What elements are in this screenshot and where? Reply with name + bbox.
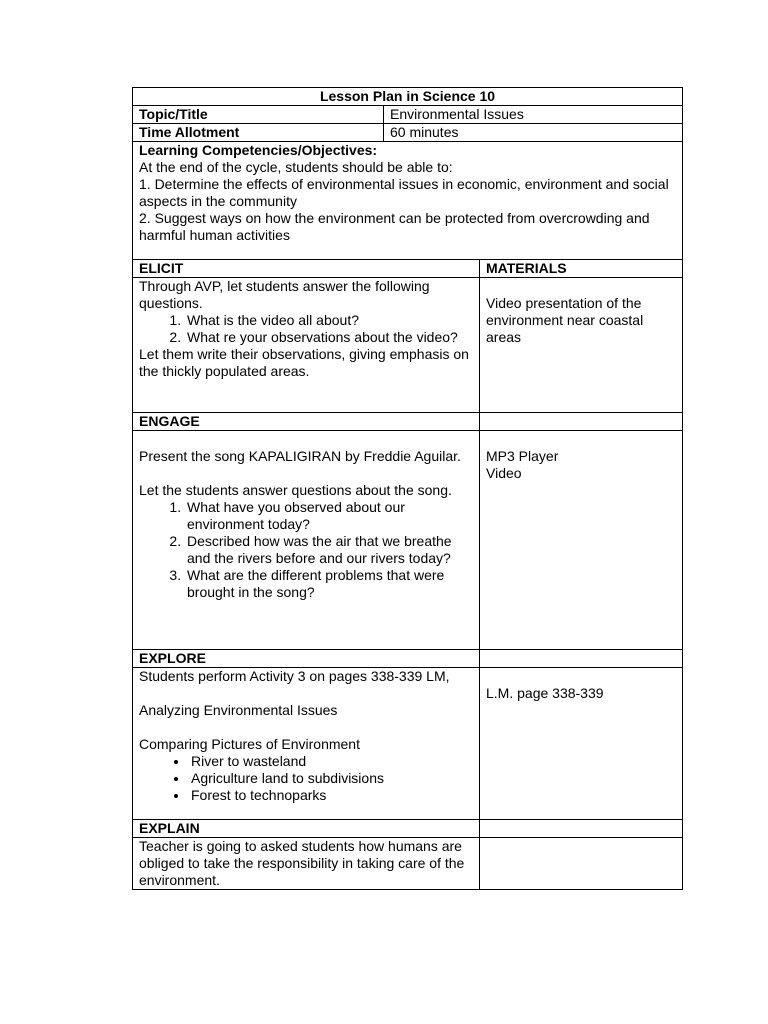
- elicit-body-row: [133, 278, 683, 413]
- time-label: Time Allotment: [133, 124, 384, 142]
- objective-item: 1. Determine the effects of environmental issues in economic, environment and social aspects in the community: [139, 176, 669, 209]
- engage-material-item: Video: [486, 465, 522, 481]
- table-title: Lesson Plan in Science 10: [133, 88, 683, 106]
- engage-questions: [139, 499, 473, 601]
- explore-materials: L.M. page 338-339: [486, 685, 604, 701]
- objectives-intro: At the end of the cycle, students should be able to:: [139, 159, 453, 175]
- list-item: 2. What re your observations about the video?: [185, 329, 473, 346]
- engage-materials-cell: [480, 431, 683, 650]
- topic-value: Environmental Issues: [384, 106, 683, 124]
- engage-heading: ENGAGE: [133, 413, 480, 431]
- explore-intro: Students perform Activity 3 on pages 338-339 LM,: [139, 668, 450, 684]
- topic-label: Topic/Title: [133, 106, 384, 124]
- explore-header-row: [133, 650, 683, 668]
- engage-intro: Present the song KAPALIGIRAN by Freddie Aguilar.: [139, 448, 461, 464]
- materials-heading: MATERIALS: [480, 260, 683, 278]
- title-row: [133, 88, 683, 106]
- engage-material-item: MP3 Player: [486, 448, 559, 464]
- elicit-outro: Let them write their observations, giving emphasis on the thickly populated areas.: [139, 346, 469, 379]
- engage-header-row: [133, 413, 683, 431]
- list-item: • River to wasteland: [189, 753, 473, 770]
- elicit-materials: Video presentation of the environment near coastal areas: [486, 295, 644, 345]
- explore-body-row: [133, 668, 683, 820]
- list-item: 3. What are the different problems that were brought in the song?: [185, 567, 473, 601]
- elicit-cell: [133, 278, 480, 413]
- objectives-row: [133, 142, 683, 260]
- explain-body-row: [133, 838, 683, 890]
- elicit-questions: [139, 312, 473, 346]
- explain-cell: [133, 838, 480, 890]
- time-value: 60 minutes: [384, 124, 683, 142]
- explore-materials-cell: [480, 668, 683, 820]
- elicit-intro: Through AVP, let students answer the following questions.: [139, 278, 430, 311]
- engage-prompt: Let the students answer questions about the song.: [139, 482, 452, 498]
- explore-compare: Comparing Pictures of Environment: [139, 736, 360, 752]
- topic-row: [133, 106, 683, 124]
- objective-item: 2. Suggest ways on how the environment can be protected from overcrowding and harmful human activities: [139, 210, 650, 243]
- explain-heading: EXPLAIN: [133, 820, 480, 838]
- explore-heading: EXPLORE: [133, 650, 480, 668]
- list-item: 1. What is the video all about?: [185, 312, 473, 329]
- list-item: • Forest to technoparks: [189, 787, 473, 804]
- objectives-cell: [133, 142, 683, 260]
- objectives-heading: Learning Competencies/Objectives:: [139, 142, 378, 158]
- list-item: • Agriculture land to subdivisions: [189, 770, 473, 787]
- list-item: 2. Described how was the air that we breathe and the rivers before and our rivers today?: [185, 533, 473, 567]
- explore-bullets: [139, 753, 473, 804]
- elicit-heading: ELICIT: [133, 260, 480, 278]
- elicit-materials-cell: [480, 278, 683, 413]
- explain-text: Teacher is going to asked students how humans are obliged to take the responsibility in taking care of the environment.: [139, 838, 465, 888]
- list-item: 1. What have you observed about our environment today?: [185, 499, 473, 533]
- explore-activity: Analyzing Environmental Issues: [139, 702, 338, 718]
- explain-header-row: [133, 820, 683, 838]
- elicit-header-row: [133, 260, 683, 278]
- lesson-plan-table: [132, 87, 683, 890]
- engage-body-row: [133, 431, 683, 650]
- explore-cell: [133, 668, 480, 820]
- engage-cell: [133, 431, 480, 650]
- time-row: [133, 124, 683, 142]
